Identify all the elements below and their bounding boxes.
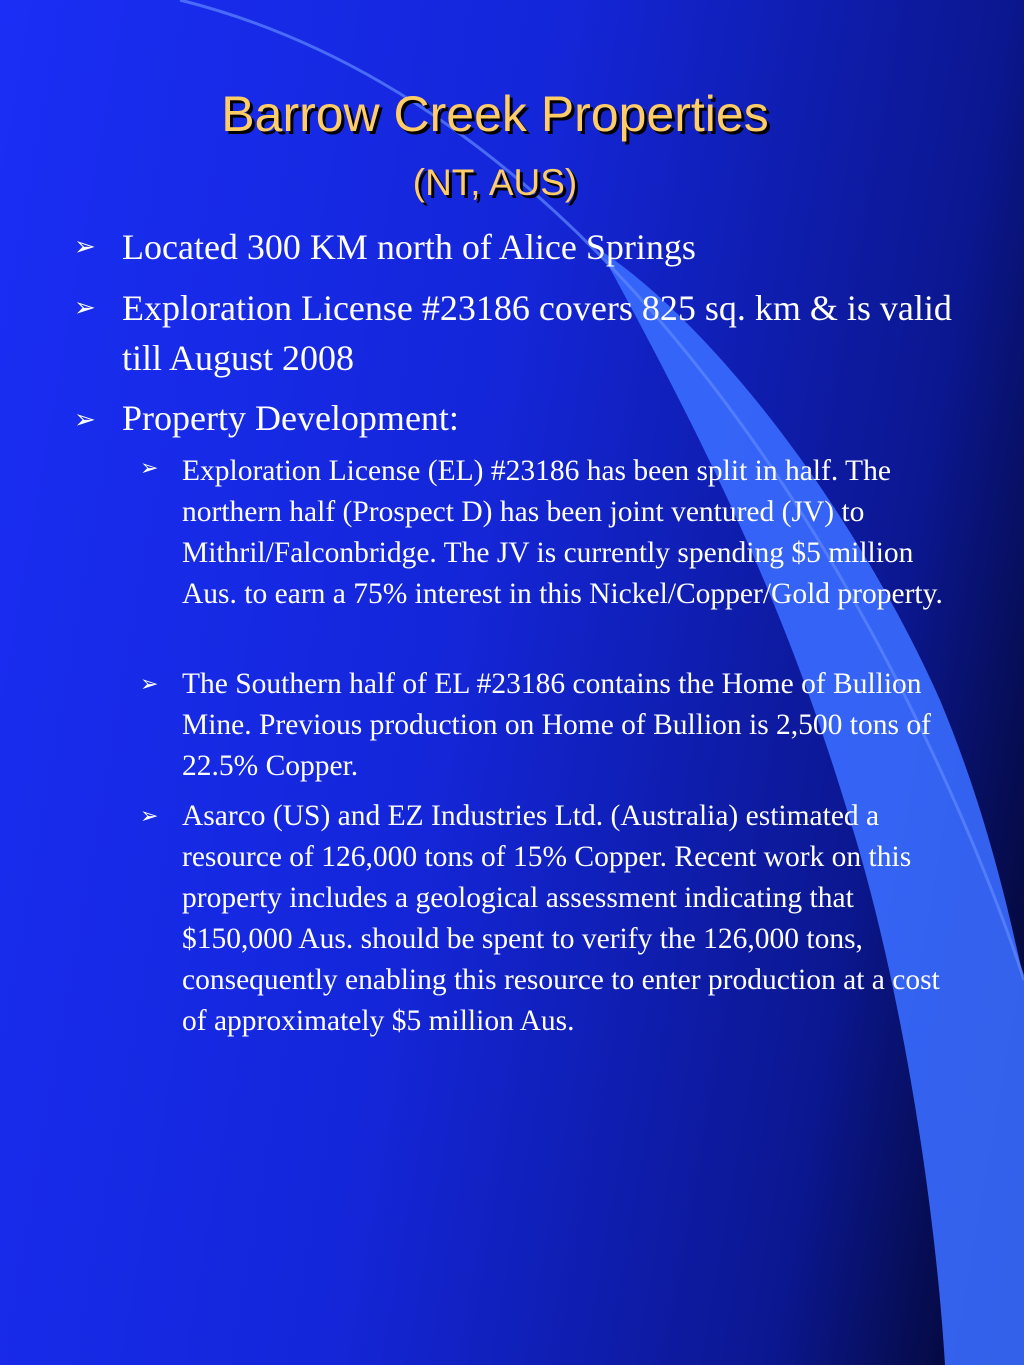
arrow-bullet-icon: ➢ (74, 293, 96, 323)
sub-bullet-joint-venture: Exploration License (EL) #23186 has been split in half. The northern half (Prospect D) has been joint ventured (JV) to Mithril/Falconbridge. The JV is currently spending $5 million Aus. to earn a 75% interest in this Nickel/Copper/Gold property. (182, 455, 943, 610)
bullet-property-development: Property Development: (122, 398, 459, 438)
arrow-bullet-icon: ➢ (140, 672, 159, 697)
arrow-bullet-icon: ➢ (140, 456, 159, 481)
sub-bullet-resource-estimate: Asarco (US) and EZ Industries Ltd. (Australia) estimated a resource of 126,000 tons of 15% Copper. Recent work on this property includes a geological assessment indicating that $150,000 Aus. should be spent to verify the 126,000 tons, consequently enabling this resource to enter production at a cost of approximately $5 million Aus. (182, 800, 940, 1037)
sub-bullet-southern-half: The Southern half of EL #23186 contains the Home of Bullion Mine. Previous production on Home of Bullion is 2,500 tons of 22.5% Copper. (182, 668, 931, 782)
arrow-bullet-icon: ➢ (140, 804, 159, 829)
bullet-location: Located 300 KM north of Alice Springs (122, 227, 696, 267)
slide-subtitle: (NT, AUS) (412, 162, 578, 203)
arrow-bullet-icon: ➢ (74, 232, 96, 262)
arrow-bullet-icon: ➢ (74, 405, 96, 435)
bullet-license: Exploration License #23186 covers 825 sq. km & is valid till August 2008 (122, 288, 952, 378)
slide-title: Barrow Creek Properties (221, 86, 769, 142)
